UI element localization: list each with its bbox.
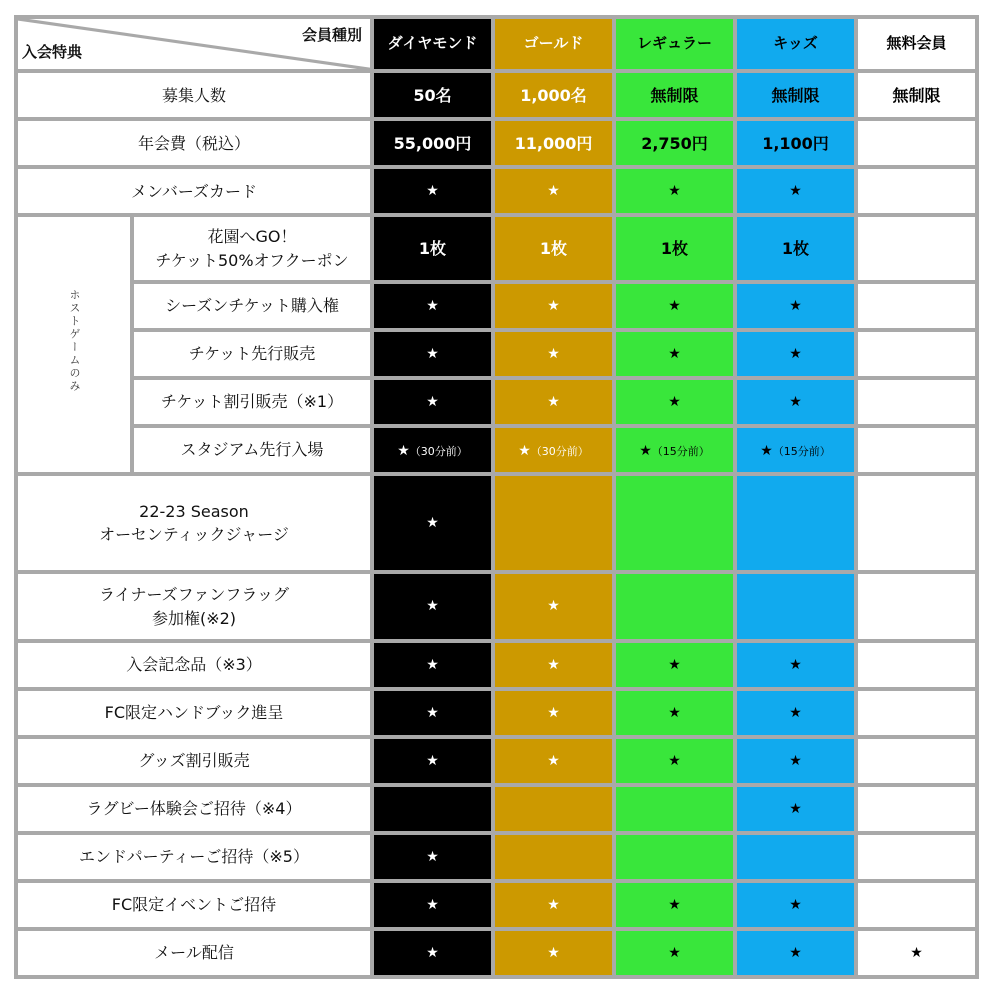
cell-diamond bbox=[374, 428, 491, 472]
star-icon: ★ bbox=[374, 643, 491, 687]
cell-regular: 1枚 bbox=[616, 217, 733, 280]
table-row bbox=[18, 574, 975, 639]
cell-gold bbox=[495, 476, 612, 570]
cell-free bbox=[858, 787, 975, 831]
cell-diamond: 50名 bbox=[374, 73, 491, 117]
cell-diamond bbox=[374, 787, 491, 831]
table-row bbox=[18, 739, 975, 783]
entry-time-note: （15分前） bbox=[651, 445, 710, 459]
star-icon: ★ bbox=[737, 284, 854, 328]
row-label: メール配信 bbox=[18, 931, 370, 975]
star-icon: ★ bbox=[616, 883, 733, 927]
corner-bottom-label: 入会特典 bbox=[22, 42, 83, 61]
table-row bbox=[18, 428, 975, 472]
row-label-line1: 22-23 Season bbox=[139, 501, 249, 521]
cell-regular bbox=[616, 574, 733, 639]
table-row bbox=[18, 169, 975, 213]
star-icon: ★ bbox=[495, 332, 612, 376]
cell-free bbox=[858, 574, 975, 639]
star-icon: ★ bbox=[495, 691, 612, 735]
star-icon: ★ bbox=[616, 691, 733, 735]
star-icon: ★ bbox=[737, 380, 854, 424]
cell-free bbox=[858, 691, 975, 735]
cell-free bbox=[858, 883, 975, 927]
row-label: チケット先行販売 bbox=[134, 332, 370, 376]
cell-free bbox=[858, 428, 975, 472]
row-label-line2: 参加権(※2) bbox=[151, 608, 237, 628]
star-icon: ★ bbox=[737, 883, 854, 927]
star-icon: ★ bbox=[374, 739, 491, 783]
star-icon: ★ bbox=[374, 931, 491, 975]
tier-header-kids: キッズ bbox=[737, 19, 854, 69]
tier-header-diamond: ダイヤモンド bbox=[374, 19, 491, 69]
group-label-cell bbox=[18, 217, 130, 472]
cell-gold: 1,000名 bbox=[495, 73, 612, 117]
cell-free: 無制限 bbox=[858, 73, 975, 117]
cell-kids bbox=[737, 428, 854, 472]
star-icon: ★ bbox=[495, 883, 612, 927]
cell-free bbox=[858, 643, 975, 687]
row-label-line2: チケット50%オフクーポン bbox=[155, 250, 349, 270]
cell-regular bbox=[616, 835, 733, 879]
star-icon: ★ bbox=[616, 284, 733, 328]
star-icon: ★ bbox=[495, 169, 612, 213]
tier-header-gold: ゴールド bbox=[495, 19, 612, 69]
row-label: エンドパーティーご招待（※5） bbox=[18, 835, 370, 879]
cell-gold bbox=[495, 428, 612, 472]
star-icon: ★ bbox=[374, 691, 491, 735]
row-label: スタジアム先行入場 bbox=[134, 428, 370, 472]
star-icon: ★ bbox=[495, 931, 612, 975]
tier-header-free: 無料会員 bbox=[858, 19, 975, 69]
cell-free bbox=[858, 835, 975, 879]
table-row bbox=[18, 787, 975, 831]
corner-cell bbox=[18, 19, 370, 69]
star-icon: ★ bbox=[495, 574, 612, 639]
cell-gold bbox=[495, 787, 612, 831]
star-icon: ★ bbox=[639, 443, 652, 460]
table-row bbox=[18, 217, 975, 280]
row-label: グッズ割引販売 bbox=[18, 739, 370, 783]
star-icon: ★ bbox=[374, 284, 491, 328]
membership-table-frame bbox=[14, 15, 979, 979]
star-icon: ★ bbox=[374, 835, 491, 879]
star-icon: ★ bbox=[737, 691, 854, 735]
star-icon: ★ bbox=[518, 443, 531, 460]
row-label: メンバーズカード bbox=[18, 169, 370, 213]
membership-comparison-table bbox=[14, 15, 979, 979]
cell-regular: 無制限 bbox=[616, 73, 733, 117]
star-icon: ★ bbox=[616, 931, 733, 975]
table-row bbox=[18, 643, 975, 687]
star-icon: ★ bbox=[374, 380, 491, 424]
entry-time-note: （30分前） bbox=[409, 445, 468, 459]
cell-regular bbox=[616, 428, 733, 472]
star-icon: ★ bbox=[374, 332, 491, 376]
cell-gold: 1枚 bbox=[495, 217, 612, 280]
row-label: FC限定ハンドブック進呈 bbox=[18, 691, 370, 735]
row-label: チケット割引販売（※1） bbox=[134, 380, 370, 424]
cell-kids: 1,100円 bbox=[737, 121, 854, 165]
cell-free bbox=[858, 284, 975, 328]
cell-regular: 2,750円 bbox=[616, 121, 733, 165]
entry-time-note: （30分前） bbox=[530, 445, 589, 459]
table-row bbox=[18, 332, 975, 376]
table-row bbox=[18, 476, 975, 570]
star-icon: ★ bbox=[495, 739, 612, 783]
table-row bbox=[18, 931, 975, 975]
header-row bbox=[18, 19, 975, 69]
cell-free bbox=[858, 217, 975, 280]
group-label: ホストゲームのみ bbox=[67, 289, 81, 394]
star-icon: ★ bbox=[737, 739, 854, 783]
table-row bbox=[18, 284, 975, 328]
cell-free bbox=[858, 332, 975, 376]
star-icon: ★ bbox=[737, 643, 854, 687]
star-icon: ★ bbox=[737, 931, 854, 975]
star-icon: ★ bbox=[737, 787, 854, 831]
row-label-line1: 花園へGO！ bbox=[207, 227, 297, 247]
tier-header-regular: レギュラー bbox=[616, 19, 733, 69]
star-icon: ★ bbox=[858, 931, 975, 975]
star-icon: ★ bbox=[495, 643, 612, 687]
cell-free bbox=[858, 380, 975, 424]
star-icon: ★ bbox=[374, 476, 491, 570]
table-row bbox=[18, 691, 975, 735]
cell-gold bbox=[495, 835, 612, 879]
cell-diamond: 1枚 bbox=[374, 217, 491, 280]
row-label: FC限定イベントご招待 bbox=[18, 883, 370, 927]
star-icon: ★ bbox=[495, 284, 612, 328]
star-icon: ★ bbox=[737, 332, 854, 376]
row-label bbox=[18, 574, 370, 639]
cell-regular bbox=[616, 476, 733, 570]
row-label bbox=[18, 476, 370, 570]
cell-kids bbox=[737, 574, 854, 639]
row-label: ラグビー体験会ご招待（※4） bbox=[18, 787, 370, 831]
cell-regular bbox=[616, 787, 733, 831]
row-label: シーズンチケット購入権 bbox=[134, 284, 370, 328]
row-label-line1: ライナーズファンフラッグ bbox=[98, 585, 290, 605]
star-icon: ★ bbox=[374, 883, 491, 927]
star-icon: ★ bbox=[616, 739, 733, 783]
star-icon: ★ bbox=[374, 169, 491, 213]
star-icon: ★ bbox=[616, 332, 733, 376]
cell-free bbox=[858, 739, 975, 783]
table-row bbox=[18, 121, 975, 165]
cell-free bbox=[858, 476, 975, 570]
star-icon: ★ bbox=[374, 574, 491, 639]
star-icon: ★ bbox=[616, 380, 733, 424]
cell-kids bbox=[737, 835, 854, 879]
star-icon: ★ bbox=[397, 443, 410, 460]
table-row bbox=[18, 73, 975, 117]
cell-kids: 1枚 bbox=[737, 217, 854, 280]
cell-diamond: 55,000円 bbox=[374, 121, 491, 165]
cell-free bbox=[858, 169, 975, 213]
cell-kids bbox=[737, 476, 854, 570]
cell-free bbox=[858, 121, 975, 165]
table-row bbox=[18, 380, 975, 424]
row-label: 入会記念品（※3） bbox=[18, 643, 370, 687]
table-row bbox=[18, 883, 975, 927]
star-icon: ★ bbox=[760, 443, 773, 460]
corner-top-label: 会員種別 bbox=[301, 26, 362, 44]
star-icon: ★ bbox=[616, 169, 733, 213]
star-icon: ★ bbox=[495, 380, 612, 424]
entry-time-note: （15分前） bbox=[772, 445, 831, 459]
table-row bbox=[18, 835, 975, 879]
row-label bbox=[134, 217, 370, 280]
star-icon: ★ bbox=[616, 643, 733, 687]
cell-kids: 無制限 bbox=[737, 73, 854, 117]
cell-gold: 11,000円 bbox=[495, 121, 612, 165]
row-label: 年会費（税込） bbox=[18, 121, 370, 165]
row-label-line2: オーセンティックジャージ bbox=[99, 524, 289, 544]
star-icon: ★ bbox=[737, 169, 854, 213]
row-label: 募集人数 bbox=[18, 73, 370, 117]
